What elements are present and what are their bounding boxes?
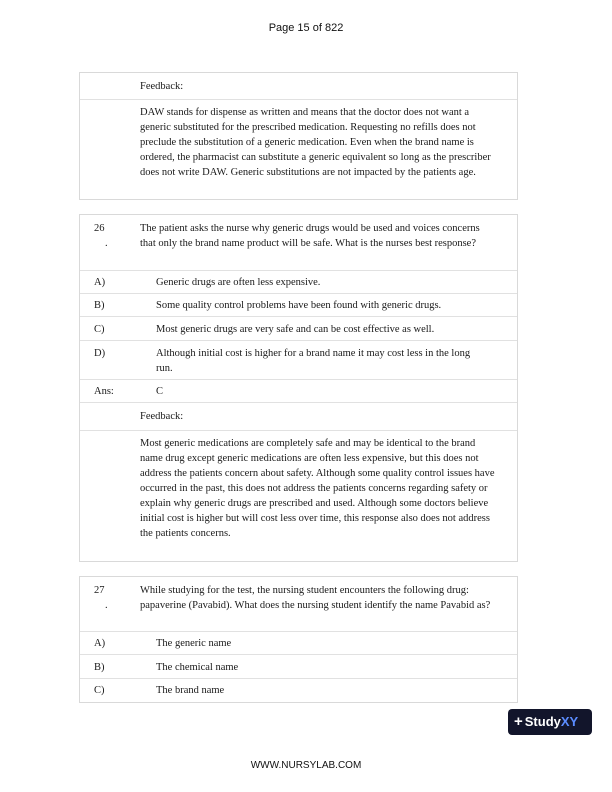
brand-name: Study bbox=[524, 714, 561, 729]
option-letter-c: C) bbox=[94, 685, 105, 696]
option-letter-a: A) bbox=[94, 638, 106, 649]
option-b[interactable]: The chemical name bbox=[156, 662, 239, 673]
page-number: Page 15 of 822 bbox=[268, 22, 344, 34]
option-c[interactable]: Most generic drugs are very safe and can be cost effective as well. bbox=[156, 324, 435, 335]
brand-suffix: XY bbox=[560, 714, 579, 729]
footer-website[interactable]: WWW.NURSYLAB.COM bbox=[250, 760, 362, 771]
question-27-block bbox=[79, 576, 518, 703]
option-d[interactable]: Although initial cost is higher for a brand name it may cost less in the long run. bbox=[156, 348, 471, 374]
option-c[interactable]: The brand name bbox=[156, 685, 225, 696]
feedback-text: Most generic medications are completely safe and may be identical to the brand name drug except generic medications are often less expensive, but this does not address the patients concern about safety. Although some quality control issues have occurred in the past, this does not address the patients concerns regarding safety or explain why generic drugs are prescribed and used. Although some doctors believe initial cost is higher but will cost less over time, this response also does not address the patients concerns. bbox=[140, 438, 495, 539]
answer-label: Ans: bbox=[94, 386, 114, 397]
question-number-dot: . bbox=[105, 600, 108, 611]
option-b[interactable]: Some quality control problems have been found with generic drugs. bbox=[156, 300, 442, 311]
question-stem: While studying for the test, the nursing student encounters the following drug: papaverine (Pavabid). What does the nursing student identify the name Pavabid as? bbox=[140, 585, 491, 611]
option-a[interactable]: The generic name bbox=[156, 638, 232, 649]
option-a[interactable]: Generic drugs are often less expensive. bbox=[156, 277, 321, 288]
question-number: 27 bbox=[94, 585, 105, 596]
question-number-dot: . bbox=[105, 238, 108, 249]
plus-icon: + bbox=[514, 713, 523, 730]
question-stem: The patient asks the nurse why generic drugs would be used and voices concerns that only the brand name product will be safe. What is the nurses best response? bbox=[140, 223, 480, 249]
studyxy-badge[interactable] bbox=[508, 709, 592, 735]
feedback-block-q25 bbox=[79, 72, 518, 200]
option-letter-b: B) bbox=[94, 300, 105, 311]
question-number: 26 bbox=[94, 223, 105, 234]
feedback-label: Feedback: bbox=[140, 411, 184, 422]
option-letter-b: B) bbox=[94, 662, 105, 673]
question-26-block bbox=[79, 214, 518, 562]
feedback-label: Feedback: bbox=[140, 81, 184, 92]
option-letter-c: C) bbox=[94, 324, 105, 335]
answer-value: C bbox=[156, 386, 164, 397]
option-letter-a: A) bbox=[94, 277, 106, 288]
option-letter-d: D) bbox=[94, 348, 106, 359]
feedback-text: DAW stands for dispense as written and means that the doctor does not want a generic substituted for the prescribed medication. Requesting no refills does not preclude the substitution of a generic medication. Even when the brand name is ordered, the pharmacist can substitute a generic equivalent so long as the prescriber does not write DAW. Generic substitutions are not impacted by the patients age. bbox=[140, 107, 491, 178]
